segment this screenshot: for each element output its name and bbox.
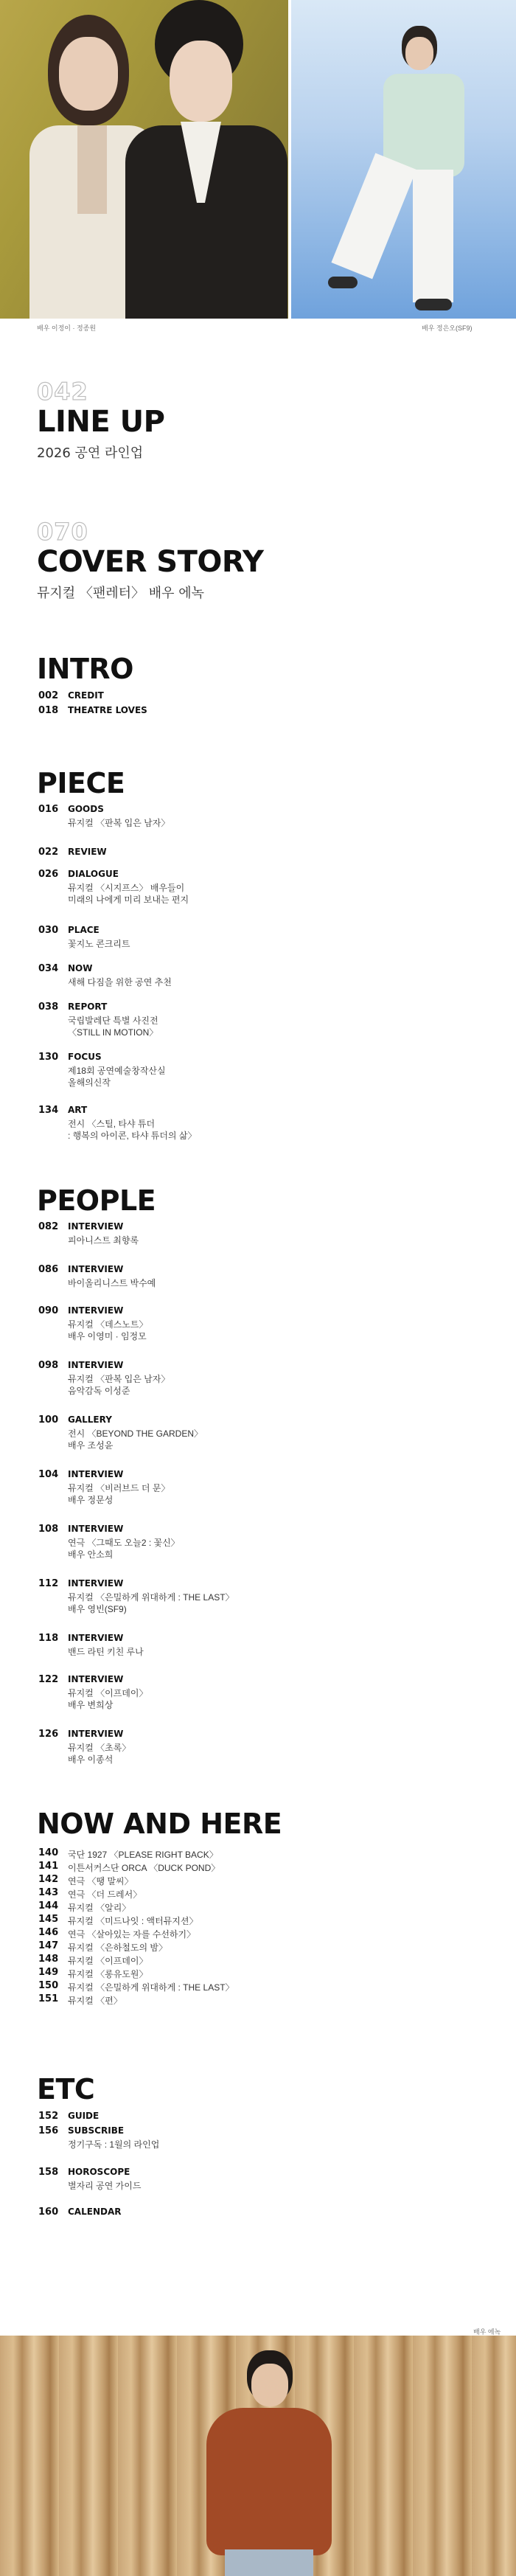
- toc-description: 뮤지컬 〈초록〉: [68, 1743, 131, 1753]
- toc-title: INTERVIEW: [68, 1729, 124, 1739]
- photo-cover-actor: [0, 2336, 516, 2576]
- toc-title: INTERVIEW: [68, 1221, 124, 1232]
- now-item-title: 이튼서커스단 ORCA 〈DUCK POND〉: [68, 1863, 220, 1873]
- toc-title: INTERVIEW: [68, 1633, 124, 1643]
- toc-page-number: 104: [38, 1469, 59, 1480]
- toc-description: 배우 변희상: [68, 1700, 114, 1710]
- toc-description: 연극 〈그때도 오늘2 : 꽃신〉: [68, 1538, 180, 1548]
- photo-caption-right: 배우 정은오(SF9): [422, 324, 473, 332]
- photo-actor-blue: [291, 0, 516, 319]
- toc-description: 전시 〈스틸, 타샤 튜더: [68, 1119, 156, 1129]
- toc-page-number: 147: [38, 1940, 59, 1951]
- toc-title: REVIEW: [68, 847, 107, 857]
- toc-page-number: 141: [38, 1861, 59, 1872]
- cover-title: COVER STORY: [37, 545, 264, 579]
- toc-description: 국립발레단 특별 사진전: [68, 1016, 158, 1026]
- toc-description: 뮤지컬 〈비러브드 더 문〉: [68, 1483, 170, 1493]
- toc-title: HOROSCOPE: [68, 2167, 130, 2177]
- toc-title: NOW: [68, 963, 93, 973]
- toc-description: : 행복의 아이콘, 타샤 튜더의 삶〉: [68, 1131, 197, 1141]
- toc-description: 밴드 라틴 키친 루나: [68, 1647, 144, 1657]
- now-item-title: 연극 〈살아있는 자를 수선하기〉: [68, 1929, 196, 1940]
- toc-page-number: 034: [38, 963, 59, 974]
- toc-title: INTERVIEW: [68, 1305, 124, 1316]
- now-item-title: 뮤지컬 〈은밀하게 위대하게 : THE LAST〉: [68, 1982, 234, 1993]
- toc-page-number: 086: [38, 1264, 59, 1275]
- now-item-title: 뮤지컬 〈롱유도원〉: [68, 1969, 148, 1979]
- toc-page-number: 151: [38, 1993, 59, 2004]
- toc-description: 별자리 공연 가이드: [68, 2181, 142, 2191]
- toc-page-number: 142: [38, 1874, 59, 1885]
- toc-description: 미래의 나에게 미리 보내는 편지: [68, 895, 189, 905]
- toc-page-number: 118: [38, 1633, 59, 1644]
- toc-title: THEATRE LOVES: [68, 705, 147, 715]
- toc-description: 〈STILL IN MOTION〉: [68, 1027, 158, 1038]
- toc-page-number: 145: [38, 1914, 59, 1925]
- lineup-subtitle: 2026 공연 라인업: [37, 445, 144, 461]
- toc-description: 뮤지컬 〈데스노트〉: [68, 1319, 148, 1330]
- toc-page-number: 148: [38, 1954, 59, 1965]
- toc-page-number: 144: [38, 1900, 59, 1912]
- toc-description: 배우 조성윤: [68, 1440, 114, 1451]
- photo-caption-left: 배우 이정이 · 정종원: [37, 324, 97, 332]
- toc-description: 배우 영빈(SF9): [68, 1604, 127, 1614]
- toc-page-number: 150: [38, 1980, 59, 1991]
- cover-page-number: 070: [37, 518, 88, 546]
- toc-description: 새해 다짐을 위한 공연 추천: [68, 977, 172, 987]
- toc-description: 배우 이종석: [68, 1754, 114, 1765]
- now-heading: NOW AND HERE: [37, 1808, 282, 1840]
- toc-title: CALENDAR: [68, 2207, 122, 2217]
- toc-title: GUIDE: [68, 2111, 100, 2121]
- toc-description: 올해의신작: [68, 1077, 111, 1088]
- toc-description: 피아니스트 최향록: [68, 1235, 139, 1246]
- toc-page-number: 090: [38, 1305, 59, 1316]
- toc-page-number: 156: [38, 2125, 59, 2136]
- now-item-title: 연극 〈더 드레서〉: [68, 1889, 142, 1900]
- actor-standing-figure: [321, 22, 498, 317]
- toc-page-number: 016: [38, 804, 59, 815]
- toc-page-number: 160: [38, 2207, 59, 2218]
- toc-page-number: 130: [38, 1052, 59, 1063]
- toc-title: INTERVIEW: [68, 1360, 124, 1370]
- toc-page-number: 018: [38, 705, 59, 716]
- toc-description: 뮤지컬 〈판복 입은 남자〉: [68, 818, 170, 828]
- toc-description: 음악감독 이성준: [68, 1386, 130, 1396]
- toc-page-number: 146: [38, 1927, 59, 1938]
- toc-page-number: 140: [38, 1847, 59, 1858]
- lineup-page-number: 042: [37, 378, 88, 406]
- photo-actors-duo: [0, 0, 288, 319]
- toc-title: INTERVIEW: [68, 1674, 124, 1684]
- intro-heading: INTRO: [37, 653, 133, 685]
- toc-page-number: 030: [38, 925, 59, 936]
- actor-figure: [118, 0, 287, 319]
- piece-heading: PIECE: [37, 767, 125, 799]
- toc-title: ART: [68, 1105, 88, 1115]
- toc-page-number: 149: [38, 1967, 59, 1978]
- now-item-title: 뮤지컬 〈은하철도의 밤〉: [68, 1943, 167, 1953]
- toc-page-number: 152: [38, 2111, 59, 2122]
- toc-page-number: 100: [38, 1414, 59, 1426]
- toc-page-number: 026: [38, 869, 59, 880]
- toc-title: INTERVIEW: [68, 1578, 124, 1589]
- lineup-title: LINE UP: [37, 405, 165, 439]
- now-item-title: 뮤지컬 〈알리〉: [68, 1903, 131, 1913]
- toc-description: 뮤지컬 〈이프데이〉: [68, 1688, 148, 1698]
- toc-page-number: 038: [38, 1001, 59, 1013]
- now-item-title: 뮤지컬 〈미드나잇 : 액터뮤지션〉: [68, 1916, 198, 1926]
- toc-title: GALLERY: [68, 1414, 112, 1425]
- toc-title: INTERVIEW: [68, 1469, 124, 1479]
- toc-page-number: 122: [38, 1674, 59, 1685]
- toc-description: 뮤지컬 〈판복 입은 남자〉: [68, 1374, 170, 1384]
- toc-title: CREDIT: [68, 690, 104, 701]
- now-item-title: 뮤지컬 〈이프데이〉: [68, 1956, 148, 1966]
- photo-caption-bottom: 배우 에녹: [473, 2328, 501, 2336]
- toc-description: 뮤지컬 〈은밀하게 위대하게 : THE LAST〉: [68, 1592, 234, 1603]
- toc-page-number: 143: [38, 1887, 59, 1898]
- toc-description: 배우 정문성: [68, 1495, 114, 1505]
- toc-description: 제18회 공연예술창작산실: [68, 1066, 166, 1076]
- toc-page-number: 098: [38, 1360, 59, 1371]
- now-item-title: 연극 〈땡 말씨〉: [68, 1876, 133, 1886]
- people-heading: PEOPLE: [37, 1184, 156, 1217]
- toc-description: 배우 이영미 · 임정모: [68, 1331, 147, 1341]
- toc-page-number: 022: [38, 847, 59, 858]
- toc-page-number: 126: [38, 1729, 59, 1740]
- toc-description: 바이올리니스트 박수예: [68, 1278, 156, 1288]
- toc-description: 배우 안소희: [68, 1549, 114, 1560]
- toc-page-number: 158: [38, 2167, 59, 2178]
- toc-page-number: 134: [38, 1105, 59, 1116]
- toc-title: SUBSCRIBE: [68, 2125, 125, 2136]
- etc-heading: ETC: [37, 2073, 95, 2105]
- toc-title: GOODS: [68, 804, 104, 814]
- toc-title: PLACE: [68, 925, 100, 935]
- toc-page-number: 002: [38, 690, 59, 701]
- toc-page-number: 082: [38, 1221, 59, 1232]
- cover-actor-figure: [195, 2350, 343, 2576]
- toc-title: INTERVIEW: [68, 1524, 124, 1534]
- now-item-title: 뮤지컬 〈편〉: [68, 1996, 122, 2006]
- cover-subtitle: 뮤지컬 〈팬레터〉 배우 에녹: [37, 586, 205, 601]
- toc-title: FOCUS: [68, 1052, 102, 1062]
- toc-page-number: 112: [38, 1578, 59, 1589]
- toc-description: 정기구독 : 1월의 라인업: [68, 2139, 160, 2150]
- toc-title: REPORT: [68, 1001, 108, 1012]
- now-item-title: 국단 1927 〈PLEASE RIGHT BACK〉: [68, 1850, 218, 1860]
- toc-page-number: 108: [38, 1524, 59, 1535]
- toc-title: DIALOGUE: [68, 869, 119, 879]
- toc-description: 꽃지노 콘크리트: [68, 939, 130, 949]
- toc-title: INTERVIEW: [68, 1264, 124, 1274]
- toc-description: 전시 〈BEYOND THE GARDEN〉: [68, 1428, 203, 1439]
- toc-description: 뮤지컬 〈시지프스〉 배우들이: [68, 883, 185, 893]
